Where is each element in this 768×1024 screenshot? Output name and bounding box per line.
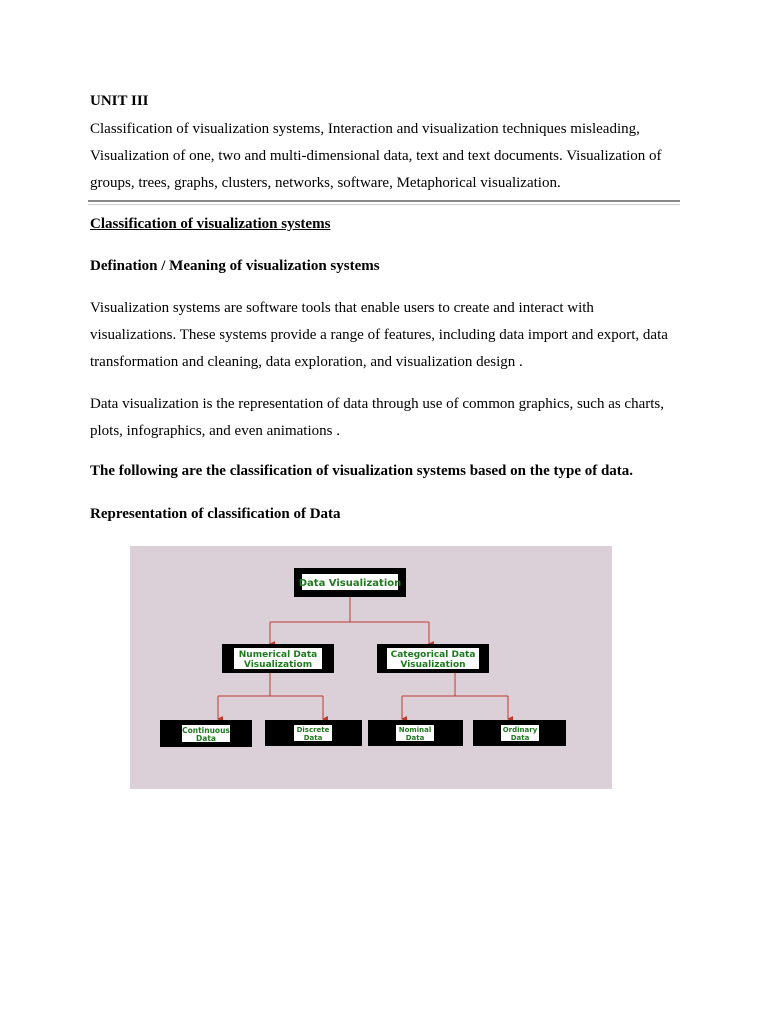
node-label-line-1: Ordinary	[502, 726, 538, 734]
node-label-line-1: Discrete	[296, 726, 330, 734]
node-nominal-data	[368, 720, 463, 746]
node-label-line-1: Continuous	[182, 726, 230, 735]
section-title: Classification of visualization systems	[90, 216, 331, 232]
classification-heading: The following are the classification of visualization systems based on the type of data.	[90, 463, 634, 479]
node-ordinary-data	[473, 720, 566, 746]
node-label: Data Visualization	[298, 578, 402, 589]
node-label-line-1: Numerical Data	[238, 650, 318, 660]
node-label-line-2: Visualization	[400, 660, 466, 670]
node-label-line-1: Categorical Data	[390, 650, 476, 660]
classification-diagram	[130, 546, 612, 789]
paragraph-visualization-systems: Visualization systems are software tools that enable users to create and interact with visualizations. These systems provide a range of features, including data import and export, data transformation and cleaning, data exploration, and visualization design .	[90, 300, 668, 370]
node-discrete-data	[265, 720, 362, 746]
unit-syllabus-text: Classification of visualization systems, Interaction and visualization techniques misleading, Visualization of one, two and multi-dimensional data, text and text documents. Visualization of groups, trees, graphs, clusters, networks, software, Metaphorical visualization.	[90, 121, 662, 191]
node-label-line-2: Visualizatiom	[243, 660, 313, 670]
representation-heading: Representation of classification of Data	[90, 506, 341, 522]
horizontal-divider	[88, 200, 680, 205]
node-label-line-2: Data	[196, 734, 216, 743]
classification-tree	[130, 546, 612, 789]
node-data-visualization	[294, 568, 406, 597]
unit-title: UNIT III	[90, 93, 149, 109]
node-continuous-data	[160, 720, 252, 747]
node-label-line-2: Data	[510, 734, 530, 742]
node-label-line-2: Data	[405, 734, 425, 742]
paragraph-data-visualization: Data visualization is the representation of data through use of common graphics, such as charts, plots, infographics, and even animations .	[90, 396, 664, 439]
definition-heading: Defination / Meaning of visualization systems	[90, 258, 380, 274]
node-categorical-data	[377, 644, 489, 673]
node-numerical-data	[222, 644, 334, 673]
node-label-line-1: Nominal	[398, 726, 432, 734]
node-label-line-2: Data	[303, 734, 323, 742]
